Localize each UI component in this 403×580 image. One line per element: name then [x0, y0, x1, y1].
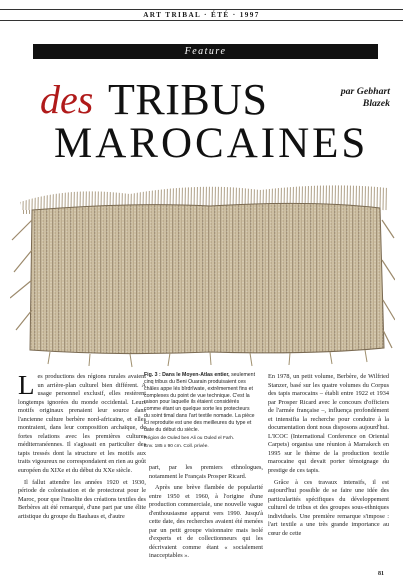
rug-left-fringe [10, 220, 32, 330]
section-banner [33, 44, 378, 59]
byline-line-1: par Gebhart [340, 86, 390, 97]
caption-body: seulement cinq tribus du Beni Ouarain produisaient ces châles appe lés bîrdrîwate, extrêmement fins et complexes du point de vue technique. C'est la raison pour laquelle ils étaient considérés comme étant un quelque sorte les protecteurs du soint timal dans l'art textile nomade. La pièce ici reproduite est une des meilleures du type et date du début du siècle. [144, 372, 256, 433]
article-column-3 [268, 373, 389, 538]
title-tribus: TRIBUS [108, 75, 268, 124]
caption-credit-2: Env. 185 x 90 cm. Coll. privée. [144, 444, 209, 450]
running-header [0, 9, 403, 21]
article-paragraph: part, par les premiers ethnologues, notamment le Français Prosper Ricard. [149, 464, 263, 480]
article-paragraph: Les productions des régions rurales avaient un arrière-plan culturel bien différent. A usage personnel exclusif, elles restèrent longtemps ignorées du monde occidental. Leurs motifs originaux prenaient leur source dans l'ancienne culture berbère nord-africaine, et elles montraient, dans leur composition archaïque, de fortes relations avec les premières cultures méditerranéennes. Il s'agissait en particulier des tapis tressés dont la structure et les motifs aux traits vigoureux ne correspondaient en rien au goût européen du XIXe et du début du XXe siècle. [18, 370, 146, 475]
article-paragraph: Il fallut attendre les années 1920 et 1930, période de colonisation et de protectorat pour le Maroc, pour que l'insolite des créations textiles des Berbères ait été remarqué, d'une part par une élite artistique du groupe du Bauhaus et, d'autre [18, 478, 146, 520]
caption-credit-1: Région de Ouled ben Ali ou Ouled el Farh. [144, 435, 235, 441]
section-label: Feature [184, 46, 227, 57]
figure-caption [144, 372, 256, 450]
article-paragraph: Grâce à ces travaux intensifs, il est aujourd'hui possible de se faire une idée des particularités spécifiques du développement culturel de tribus et des groupes sous-ethniques individuels. Une première remarque s'impose : l'art textile a une très grande importance au cœur de cette [268, 478, 389, 537]
article-paragraph: En 1978, un petit volume, Berbère, de Wilfried Stanzer, basé sur les quatre volumes du Corpus des tapis marocains – établi entre 1922 et 1934 par Prosper Ricard avec le concours d'officiers de l'armée française –, influença profondément et intensifia la recherche pour conduire à la documentation dont nous disposons aujourd'hui. L'ICOC (International Conference on Oriental Carpets) organisa une réunion à Marrakech en 1995 sur le thème de la production textile marocaine qui devait porter témoignage du prestige de ces tapis. [268, 373, 389, 475]
running-header-text: ART TRIBAL · ÉTÉ · 1997 [143, 11, 260, 19]
drop-cap: L [18, 370, 35, 400]
page-number: 81 [378, 571, 384, 577]
rug-illustration [10, 180, 395, 370]
byline [316, 86, 390, 110]
byline-author: Blazek [362, 97, 390, 109]
title-marocaines: MAROCAINES [54, 120, 369, 167]
article-column-2 [149, 464, 263, 561]
caption-lead: Fig. 3 : Dans le Moyen-Atlas entier, [144, 372, 230, 378]
article-paragraph: Après une brève flambée de popularité entre 1950 et 1960, à l'origine d'une production commerciale, une nouvelle vague d'enthousiasme apparut vers 1990. Jusqu'à cette date, des recherches avaient été menées par un petit groupe visionnaire mais isolé d'experts et de collectionneurs qui les décrivaient comme étant « socialement inacceptables ». [149, 484, 263, 560]
title-des: des [40, 77, 94, 122]
article-column-1 [18, 370, 146, 521]
